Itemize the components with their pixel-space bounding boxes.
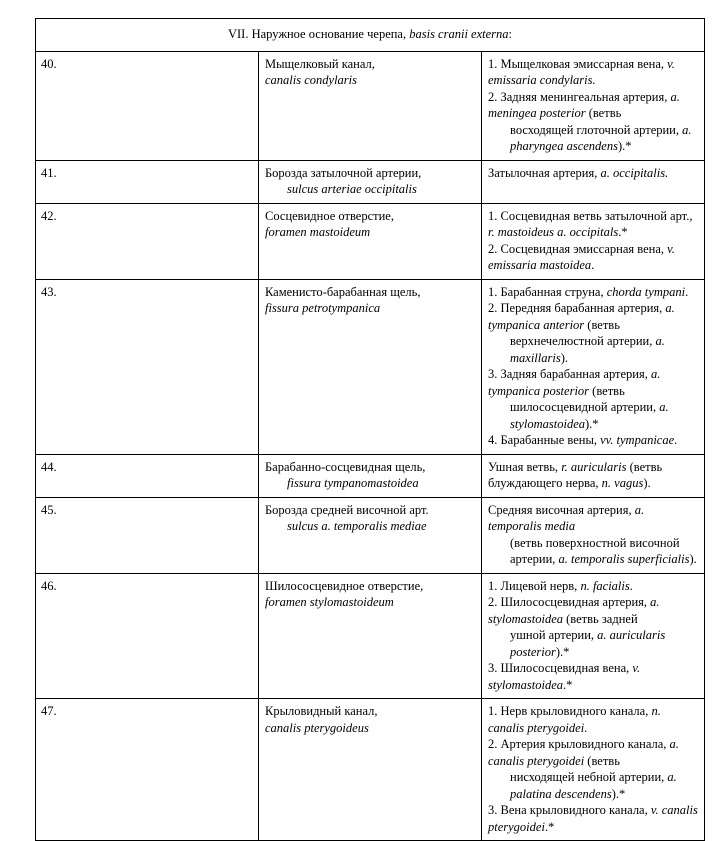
- content-line: [488, 399, 698, 432]
- row-number: 45.: [36, 497, 259, 573]
- content-text: (ветвь задней: [563, 611, 638, 626]
- content-text: (ветвь блуждающего нерва,: [488, 459, 663, 490]
- table-row: [36, 497, 705, 573]
- content-line: [488, 594, 698, 627]
- content-text: ).*: [611, 786, 626, 801]
- row-number: 42.: [36, 203, 259, 279]
- table-row: [36, 454, 705, 497]
- content-line: [488, 627, 698, 660]
- structure-name-latin: canalis condylaris: [265, 73, 358, 87]
- row-number: 40.: [36, 51, 259, 160]
- structure-name: Каменисто-барабанная щель,: [265, 284, 421, 299]
- structure-name: Шилососцевидное отверстие,: [265, 578, 424, 593]
- content-line: [488, 300, 698, 333]
- anatomy-table: [35, 18, 705, 841]
- latin-term: v. canalis pterygoidei: [488, 803, 698, 834]
- content-text: Затылочная артерия,: [488, 165, 601, 180]
- structure-name: Мыщелковый канал,: [265, 56, 375, 71]
- latin-term: a. pharyngea ascendens: [510, 122, 692, 153]
- structure-name-latin: sulcus arteriae occipitalis: [287, 182, 417, 196]
- section-title: VII. Наружное основание черепа, basis cranii externa:: [36, 19, 705, 52]
- contents-cell: [482, 51, 705, 160]
- structure-cell: [259, 573, 482, 699]
- section-title-text: VII. Наружное основание черепа,: [227, 27, 407, 41]
- content-text: нисходящей небной артерии,: [510, 770, 668, 784]
- contents-cell: [482, 699, 705, 841]
- content-text: ).: [560, 350, 568, 365]
- structure-name-latin: foramen stylomastoideum: [265, 595, 394, 609]
- latin-term: a. palatina descendens: [510, 770, 677, 801]
- content-text: 2. Сосцевидная эмиссарная вена,: [488, 241, 668, 256]
- content-text: .: [674, 433, 678, 447]
- content-text: 4. Барабанные вены,: [488, 433, 601, 447]
- content-text: 1. Барабанная струна,: [488, 284, 607, 299]
- latin-term: a. occipitalis.: [600, 165, 669, 180]
- structure-cell: [259, 279, 482, 454]
- structure-name-latin: fissura petrotympanica: [265, 301, 381, 315]
- section-title-latin: basis cranii externa: [409, 27, 509, 41]
- content-text: шилососцевидной артерии,: [510, 400, 660, 414]
- contents-cell: [482, 497, 705, 573]
- content-line: [488, 769, 698, 802]
- contents-cell: [482, 279, 705, 454]
- content-line: [488, 208, 698, 241]
- latin-term: a. maxillaris: [510, 334, 665, 365]
- content-line: [488, 802, 698, 835]
- latin-term: vv. tympanicae: [600, 433, 675, 447]
- table-row: [36, 203, 705, 279]
- row-number: 46.: [36, 573, 259, 699]
- latin-term: v. stylomastoidea: [488, 661, 641, 692]
- content-line: [488, 56, 698, 89]
- content-text: 3. Шилососцевидная вена,: [488, 661, 633, 675]
- latin-term: v. emissaria condylaris.: [488, 56, 675, 87]
- latin-term: chorda tympani: [606, 284, 686, 299]
- content-text: 1. Нерв крыловидного канала,: [488, 704, 652, 718]
- content-text: 2. Передняя барабанная артерия,: [488, 301, 666, 315]
- table-row: [36, 699, 705, 841]
- structure-cell: [259, 454, 482, 497]
- latin-term: r. auricularis: [561, 459, 627, 474]
- content-text: 2. Шилососцевидная артерия,: [488, 595, 651, 609]
- structure-name: Крыловидный канал,: [265, 704, 378, 718]
- structure-name-latin: foramen mastoideum: [265, 225, 371, 239]
- contents-cell: [482, 454, 705, 497]
- content-text: .*: [618, 225, 628, 239]
- latin-term: a. canalis pterygoidei: [488, 737, 679, 768]
- latin-term: v. emissaria mastoidea: [488, 241, 675, 272]
- content-text: ).*: [617, 139, 632, 153]
- content-line: [488, 736, 698, 769]
- content-text: ).: [689, 552, 697, 566]
- latin-term: a. tympanica anterior: [488, 301, 675, 332]
- content-text: (ветвь: [589, 383, 625, 398]
- latin-term: a. stylomastoidea: [510, 400, 669, 431]
- content-text: ).*: [585, 416, 599, 431]
- structure-cell: [259, 497, 482, 573]
- content-text: верхнечелюстной артерии,: [510, 334, 656, 348]
- content-text: 3. Вена крыловидного канала,: [488, 803, 651, 817]
- structure-name-latin: sulcus a. temporalis mediae: [287, 519, 427, 533]
- content-text: 1. Лицевой нерв,: [488, 578, 581, 593]
- content-text: .*: [563, 677, 573, 692]
- content-text: 3. Задняя барабанная артерия,: [488, 367, 651, 381]
- content-line: [488, 432, 698, 449]
- structure-cell: [259, 203, 482, 279]
- latin-term: n. canalis pterygoidei: [488, 704, 661, 735]
- structure-name: Борозда средней височной арт.: [265, 502, 429, 517]
- content-line: [488, 502, 698, 535]
- content-text: .: [629, 578, 633, 593]
- structure-cell: [259, 699, 482, 841]
- latin-term: a. tympanica posterior: [488, 367, 661, 398]
- content-text: ушной артерии,: [510, 628, 598, 642]
- content-text: Средняя височная артерия,: [488, 502, 635, 517]
- content-text: ).*: [555, 644, 570, 659]
- content-line: [488, 89, 698, 122]
- table-row: [36, 573, 705, 699]
- content-line: [488, 660, 698, 693]
- latin-term: a. auricularis posterior: [510, 628, 666, 659]
- structure-name: Борозда затылочной артерии,: [265, 165, 422, 180]
- content-text: (ветвь поверхностной височной артерии,: [510, 535, 680, 566]
- content-line: [488, 122, 698, 155]
- content-text: (ветвь: [584, 753, 620, 768]
- row-number: 43.: [36, 279, 259, 454]
- table-row: [36, 160, 705, 203]
- content-line: [488, 578, 698, 595]
- table-row: [36, 51, 705, 160]
- content-text: Ушная ветвь,: [488, 459, 562, 474]
- structure-cell: [259, 51, 482, 160]
- content-line: [488, 366, 698, 399]
- latin-term: n. vagus: [601, 476, 644, 490]
- row-number: 44.: [36, 454, 259, 497]
- contents-cell: [482, 203, 705, 279]
- structure-name-latin: fissura tympanomastoidea: [287, 476, 419, 490]
- content-text: .: [584, 720, 588, 735]
- structure-cell: [259, 160, 482, 203]
- content-line: [488, 535, 698, 568]
- latin-term: n. facialis: [580, 578, 630, 593]
- content-line: [488, 703, 698, 736]
- latin-term: a. stylomastoidea: [488, 595, 660, 626]
- content-text: .*: [544, 819, 555, 834]
- content-text: восходящей глоточной артерии,: [510, 122, 683, 137]
- structure-name: Барабанно-сосцевидная щель,: [265, 459, 426, 474]
- content-line: [488, 241, 698, 274]
- content-text: 2. Артерия крыловидного канала,: [488, 737, 670, 751]
- table-header-row: [36, 19, 705, 52]
- content-line: [488, 284, 698, 301]
- content-text: 1. Сосцевидная ветвь затылочной арт.,: [488, 208, 693, 223]
- contents-cell: [482, 573, 705, 699]
- latin-term: a. temporalis media: [488, 502, 645, 533]
- table-row: [36, 279, 705, 454]
- content-line: [488, 333, 698, 366]
- row-number: 41.: [36, 160, 259, 203]
- row-number: 47.: [36, 699, 259, 841]
- structure-name: Сосцевидное отверстие,: [265, 208, 394, 223]
- content-text: (ветвь: [584, 317, 620, 332]
- structure-name-latin: canalis pterygoideus: [265, 720, 369, 735]
- latin-term: r. mastoideus a. occipitals: [488, 225, 619, 239]
- content-line: [488, 459, 698, 492]
- latin-term: a. meningea posterior: [488, 89, 680, 120]
- content-text: 1. Мыщелковая эмиссарная вена,: [488, 56, 668, 71]
- content-line: [488, 165, 698, 182]
- content-text: .: [685, 284, 689, 299]
- content-text: .: [591, 258, 595, 272]
- latin-term: a. temporalis superficialis: [558, 552, 690, 566]
- content-text: 2. Задняя менингеальная артерия,: [488, 89, 671, 104]
- contents-cell: [482, 160, 705, 203]
- content-text: (ветвь: [585, 106, 622, 120]
- content-text: ).: [643, 476, 651, 490]
